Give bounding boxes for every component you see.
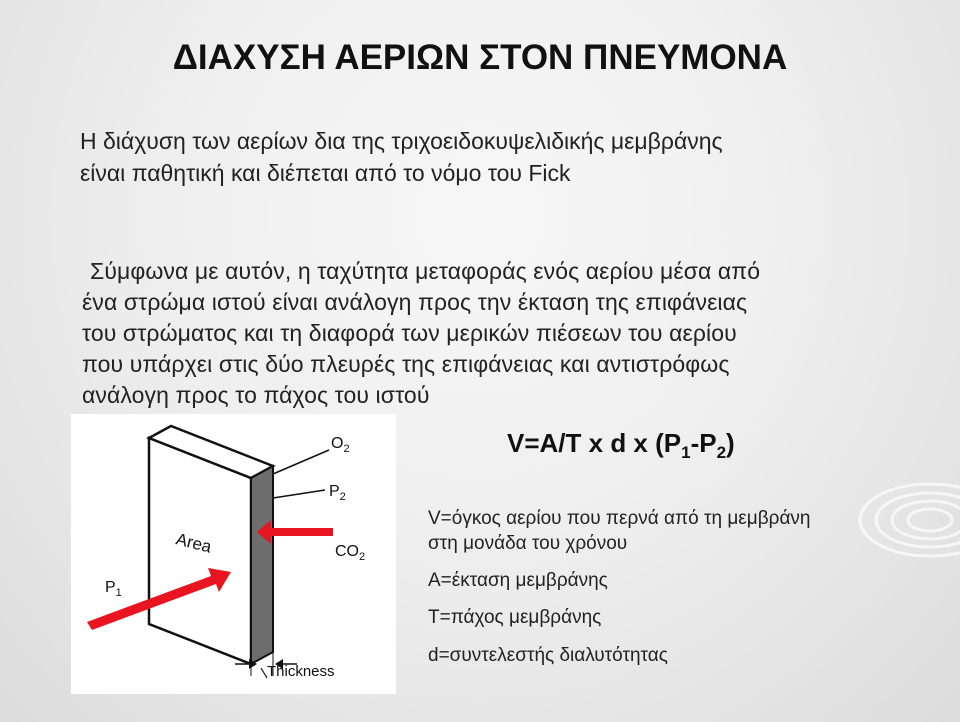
definition-t: T=πάχος μεμβράνης <box>428 607 602 628</box>
definition-v-line: V=όγκος αερίου που περνά από τη μεμβράνη <box>428 508 811 529</box>
intro-line: είναι παθητική και διέπεται από το νόμο του Fick <box>80 160 571 186</box>
body-line: ανάλογη προς το πάχος του ιστού <box>82 382 430 408</box>
p1-label: $P_1$ <box>105 579 122 599</box>
p2-label: $P_2$ <box>329 483 346 503</box>
co2-label: $CO_2$ <box>335 543 366 563</box>
intro-text <box>80 125 870 189</box>
body-line: Σύμφωνα με αυτόν, η ταχύτητα μεταφοράς ενός αερίου μέσα από <box>90 258 761 284</box>
formula-subscript: 1 <box>681 443 691 463</box>
membrane-side-face <box>251 466 273 664</box>
definition-a: A=έκταση μεμβράνης <box>428 570 608 591</box>
formula-part: -P <box>690 428 717 458</box>
o2-label: $O_2$ <box>331 435 350 455</box>
intro-line: Η διάχυση των αερίων δια της τριχοειδοκυψελιδικής μεμβράνης <box>80 128 723 154</box>
o2-leader-line <box>273 450 329 474</box>
decorative-swirl <box>850 460 960 600</box>
slide-title: ΔΙΑΧΥΣΗ ΑΕΡΙΩΝ ΣΤΟΝ ΠΝΕΥΜΟΝΑ <box>172 38 788 77</box>
body-line: του στρώματος και τη διαφορά των μερικών πιέσεων του αερίου <box>82 320 737 346</box>
fick-formula <box>507 428 735 463</box>
co2-arrow <box>257 520 333 544</box>
thickness-label: Thickness <box>267 663 335 680</box>
membrane-diagram-svg <box>71 414 396 694</box>
fick-law-description <box>82 256 882 411</box>
area-label: Area <box>174 529 214 557</box>
membrane-diagram <box>71 414 396 694</box>
body-line: ένα στρώμα ιστού είναι ανάλογη προς την έκταση της επιφάνειας <box>82 289 748 315</box>
formula-subscript: 2 <box>716 443 727 463</box>
p2-leader-line <box>273 490 325 498</box>
definition-d: d=συντελεστής διαλυτότητας <box>428 645 668 666</box>
formula-part: ) <box>726 428 735 458</box>
body-line: που υπάρχει στις δύο πλευρές της επιφάνειας και αντιστρόφως <box>82 351 730 377</box>
definition-v-line: στη μονάδα του χρόνου <box>428 533 628 554</box>
formula-part: V=A/T x d x (P <box>507 428 682 458</box>
